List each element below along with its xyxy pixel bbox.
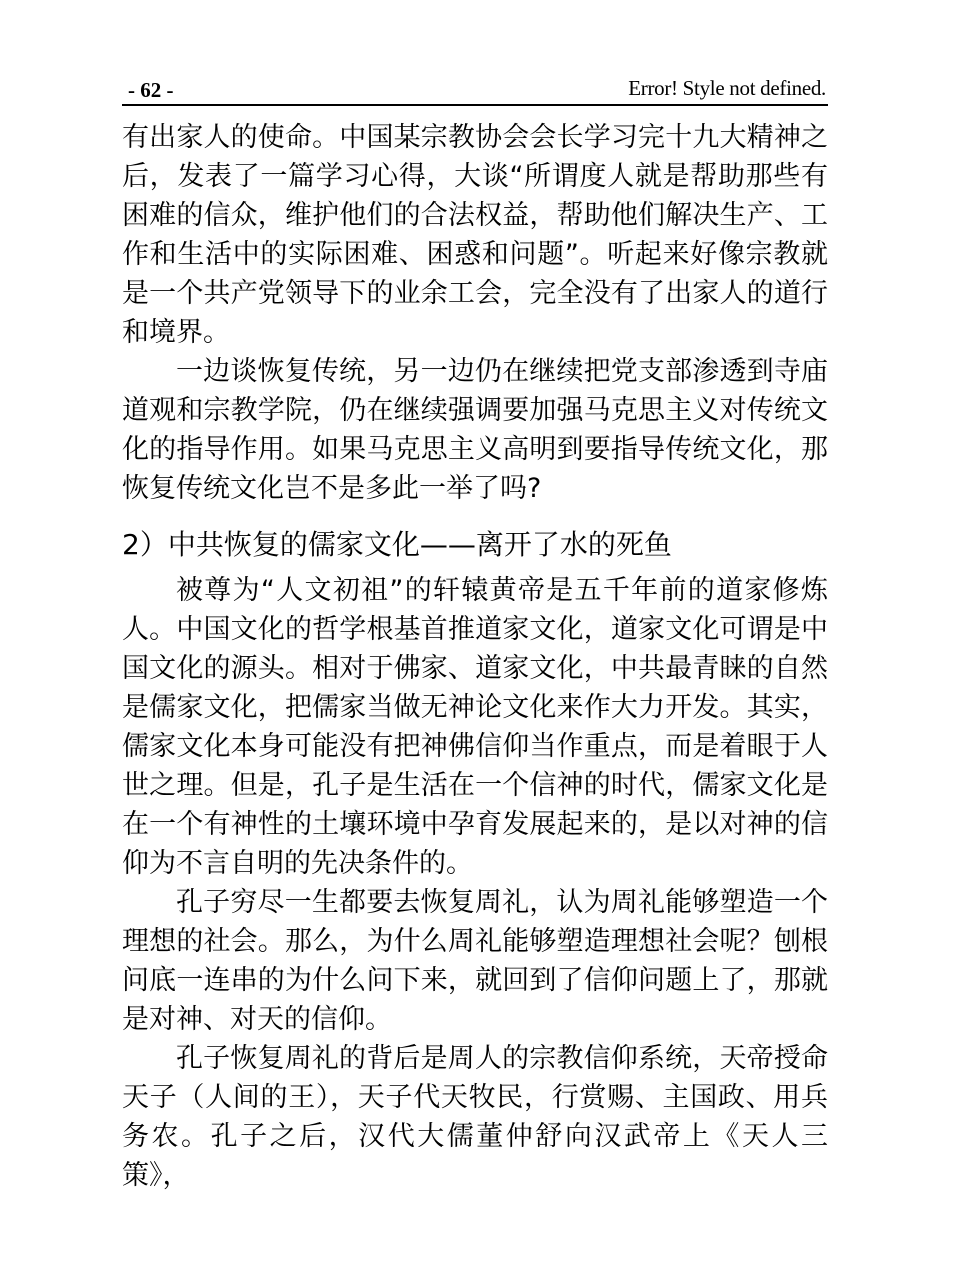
page-header: [122, 70, 828, 106]
body-text: [122, 118, 828, 1195]
paragraph: 孔子恢复周礼的背后是周人的宗教信仰系统，天帝授命天子（人间的王），天子代天牧民，行赏赐、主国政、用兵务农。孔子之后，汉代大儒董仲舒向汉武帝上《天人三策》，: [122, 1043, 828, 1191]
paragraph: 一边谈恢复传统，另一边仍在继续把党支部渗透到寺庙道观和宗教学院，仍在继续强调要加强马克思主义对传统文化的指导作用。如果马克思主义高明到要指导传统文化，那恢复传统文化岂不是多此一举了吗?: [122, 356, 828, 504]
running-title: Error! Style not defined.: [628, 76, 826, 100]
section-heading: 2）中共恢复的儒家文化——离开了水的死鱼: [122, 528, 672, 561]
paragraph: 被尊为“人文初祖”的轩辕黄帝是五千年前的道家修炼人。中国文化的哲学根基首推道家文化，道家文化可谓是中国文化的源头。相对于佛家、道家文化，中共最青睐的自然是儒家文化，把儒家当做无神论文化来作大力开发。其实，儒家文化本身可能没有把神佛信仰当作重点，而是着眼于人世之理。但是，孔子是生活在一个信神的时代，儒家文化是在一个有神性的土壤环境中孕育发展起来的，是以对神的信仰为不言自明的先决条件的。: [122, 575, 828, 879]
paragraph: 孔子穷尽一生都要去恢复周礼，认为周礼能够塑造一个理想的社会。那么，为什么周礼能够塑造理想社会呢？刨根问底一连串的为什么问下来，就回到了信仰问题上了，那就是对神、对天的信仰。: [122, 887, 828, 1035]
page-number: - 62 -: [128, 78, 174, 102]
paragraph-continued: 有出家人的使命。中国某宗教协会会长学习完十九大精神之后，发表了一篇学习心得，大谈“所谓度人就是帮助那些有困难的信众，维护他们的合法权益，帮助他们解决生产、工作和生活中的实际困难、困惑和问题”。听起来好像宗教就是一个共产党领导下的业余工会，完全没有了出家人的道行和境界。: [122, 122, 828, 348]
